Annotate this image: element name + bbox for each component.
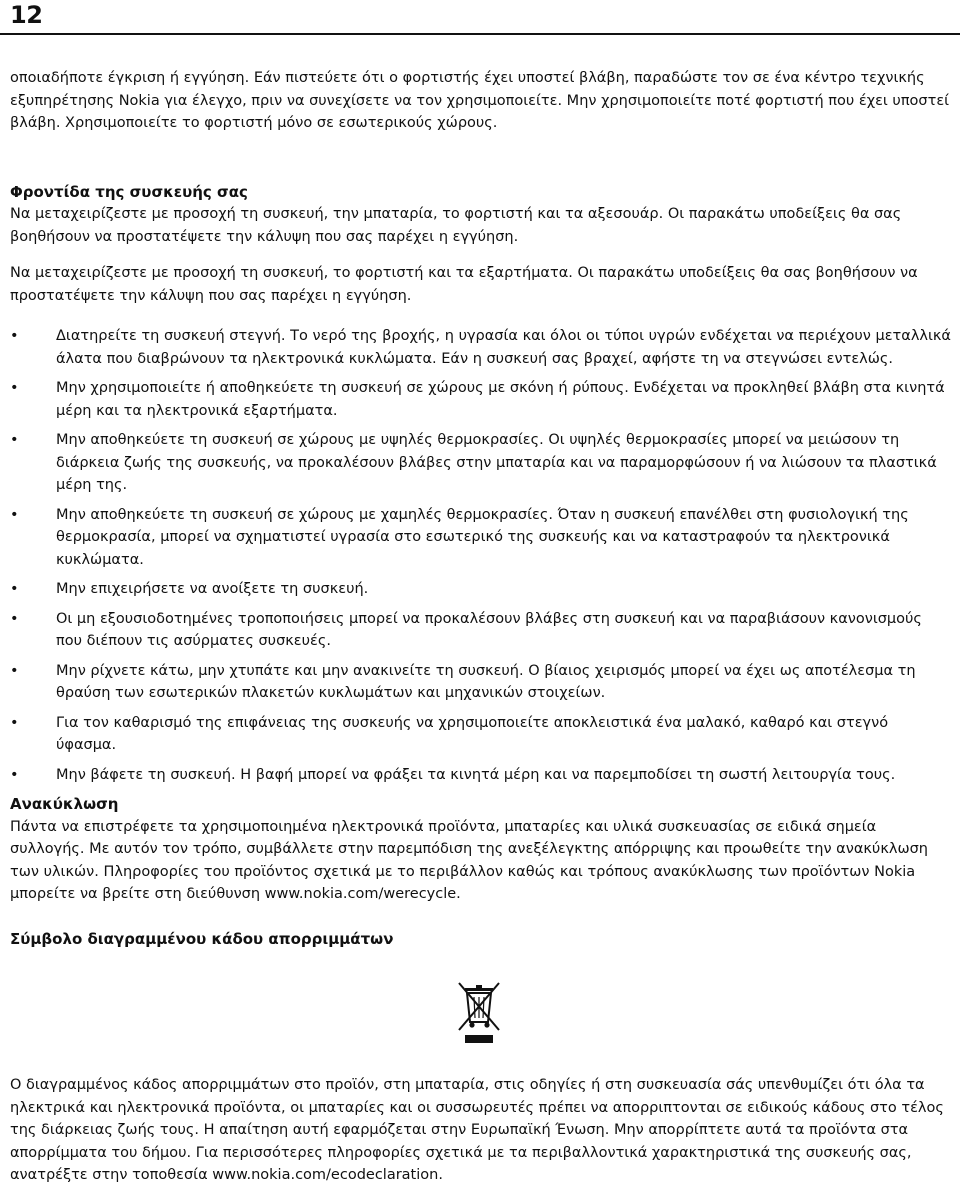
bullet-icon: •	[10, 328, 19, 344]
care-tips-list	[10, 325, 952, 786]
bullet-icon: •	[10, 766, 19, 783]
list-item-text: Μην επιχειρήσετε να ανοίξετε τη συσκευή.	[56, 581, 369, 597]
bullet-icon: •	[10, 506, 19, 523]
bullet-icon: •	[10, 581, 19, 597]
header-divider	[0, 33, 960, 35]
list-item	[10, 764, 952, 787]
bullet-icon: •	[10, 714, 19, 731]
bullet-icon: •	[10, 380, 19, 396]
list-item-text: Διατηρείτε τη συσκευή στεγνή. Το νερό της βροχής, η υγρασία και όλοι οι τύποι υγρών ενδέχεται να περιέχουν μεταλλικά άλατα που διαβρώνουν τα ηλεκτρονικά κυκλώματα. Εάν η συσκευή σας βραχεί, αφήστε τη να στεγνώσει εντελώς.	[56, 328, 951, 367]
bullet-icon: •	[10, 432, 19, 448]
crossed-out-wheelie-bin-icon	[456, 980, 502, 1044]
document-body	[10, 67, 952, 1187]
care-paragraph-2: Να μεταχειρίζεστε με προσοχή τη συσκευή, το φορτιστή και τα εξαρτήματα. Οι παρακάτω υποδείξεις θα σας βοηθήσουν να προστατέψετε την κάλυψη που σας παρέχει η εγγύηση.	[10, 265, 918, 304]
page-header	[0, 0, 960, 34]
list-item	[10, 578, 952, 601]
bullet-icon: •	[10, 610, 19, 627]
section-title-care: Φροντίδα της συσκευής σας	[10, 182, 248, 201]
list-item-text: Μην ρίχνετε κάτω, μην χτυπάτε και μην ανακινείτε τη συσκευή. Ο βίαιος χειρισμός μπορεί να έχει ως αποτέλεσμα τη θραύση των εσωτερικών πλακετών κυκλωμάτων και μηχανικών στοιχείων.	[56, 662, 916, 701]
intro-paragraph: οποιαδήποτε έγκριση ή εγγύηση. Εάν πιστεύετε ότι ο φορτιστής έχει υποστεί βλάβη, παραδώστε τον σε ένα κέντρο τεχνικής εξυπηρέτησης Nokia για έλεγχο, πριν να συνεχίσετε να τον χρησιμοποιείτε. Μην χρησιμοποιείτε ποτέ φορτιστή που έχει υποστεί βλάβη. Χρησιμοποιείτε το φορτιστή μόνο σε εσωτερικούς χώρους.	[10, 70, 950, 131]
list-item	[10, 660, 952, 705]
bullet-icon: •	[10, 662, 19, 679]
list-item-text: Μην βάφετε τη συσκευή. Η βαφή μπορεί να φράξει τα κινητά μέρη και να παρεμποδίσει τη σωστή λειτουργία τους.	[56, 766, 896, 783]
recycling-paragraph: Πάντα να επιστρέφετε τα χρησιμοποιημένα ηλεκτρονικά προϊόντα, μπαταρίες και υλικά συσκευασίας σε ειδικά σημεία συλλογής. Με αυτόν τον τρόπο, συμβάλλετε στην παρεμπόδιση της ανεξέλεγκτης απόρριψης και προωθείτε την ανακύκλωση των υλικών. Πληροφορίες του προϊόντος σχετικά με το περιβάλλον καθώς και τρόπους ανακύκλωσης των προϊόντων Nokia μπορείτε να βρείτε στη διεύθυνση www.nokia.com/werecycle.	[10, 818, 928, 902]
list-item-text: Για τον καθαρισμό της επιφάνειας της συσκευής να χρησιμοποιείτε αποκλειστικά ένα μαλακό, καθαρό και στεγνό ύφασμα.	[56, 714, 889, 753]
list-item-text: Μην αποθηκεύετε τη συσκευή σε χώρους με υψηλές θερμοκρασίες. Οι υψηλές θερμοκρασίες μπορεί να μειώσουν τη διάρκεια ζωής της συσκευής, να προκαλέσουν βλάβες στην μπαταρία και να παραμορφώσουν ή να λιώσουν τα πλαστικά μέρη της.	[56, 432, 937, 493]
list-item	[10, 712, 952, 757]
list-item	[10, 608, 952, 653]
list-item	[10, 429, 952, 497]
list-item-text: Μην χρησιμοποιείτε ή αποθηκεύετε τη συσκευή σε χώρους με σκόνη ή ρύπους. Ενδέχεται να προκληθεί βλάβη στα κινητά μέρη και τα ηλεκτρονικά εξαρτήματα.	[56, 380, 945, 419]
page-number: 12	[10, 1, 43, 29]
care-paragraph-1: Να μεταχειρίζεστε με προσοχή τη συσκευή, την μπαταρία, το φορτιστή και τα αξεσουάρ. Οι παρακάτω υποδείξεις θα σας βοηθήσουν να προστατέψετε την κάλυψη που σας παρέχει η εγγύηση.	[10, 206, 902, 245]
list-item-text: Μην αποθηκεύετε τη συσκευή σε χώρους με χαμηλές θερμοκρασίες. Όταν η συσκευή επανέλθει στη φυσιολογική της θερμοκρασία, μπορεί να σχηματιστεί υγρασία στο εσωτερικό της συσκευής και να καταστραφούν τα ηλεκτρονικά κυκλώματα.	[56, 506, 909, 568]
list-item	[10, 325, 952, 370]
bin-symbol-paragraph: Ο διαγραμμένος κάδος απορριμμάτων στο προϊόν, στη μπαταρία, στις οδηγίες ή στη συσκευασία σάς υπενθυμίζει ότι όλα τα ηλεκτρικά και ηλεκτρονικά προϊόντα, οι μπαταρίες και οι συσσωρευτές πρέπει να απορριπτονται σε ειδικούς κάδους στο τέλος της διάρκειας ζωής τους. Η απαίτηση αυτή εφαρμόζεται στην Ευρωπαϊκή Ένωση. Μην απορρίπτετε αυτά τα προϊόντα στα απορρίμματα του δήμου. Για περισσότερες πληροφορίες σχετικά με τα περιβαλλοντικά χαρακτηριστικά της συσκευής σας, ανατρέξτε στην τοποθεσία www.nokia.com/ecodeclaration.	[10, 1077, 944, 1183]
section-title-bin-symbol: Σύμβολο διαγραμμένου κάδου απορριμμάτων	[10, 929, 394, 948]
section-title-recycling: Ανακύκλωση	[10, 795, 119, 813]
list-item	[10, 504, 952, 572]
list-item-text: Οι μη εξουσιοδοτημένες τροποποιήσεις μπορεί να προκαλέσουν βλάβες στη συσκευή και να παραβιάσουν κανονισμούς που διέπουν τις ασύρματες συσκευές.	[56, 610, 922, 649]
list-item	[10, 377, 952, 422]
